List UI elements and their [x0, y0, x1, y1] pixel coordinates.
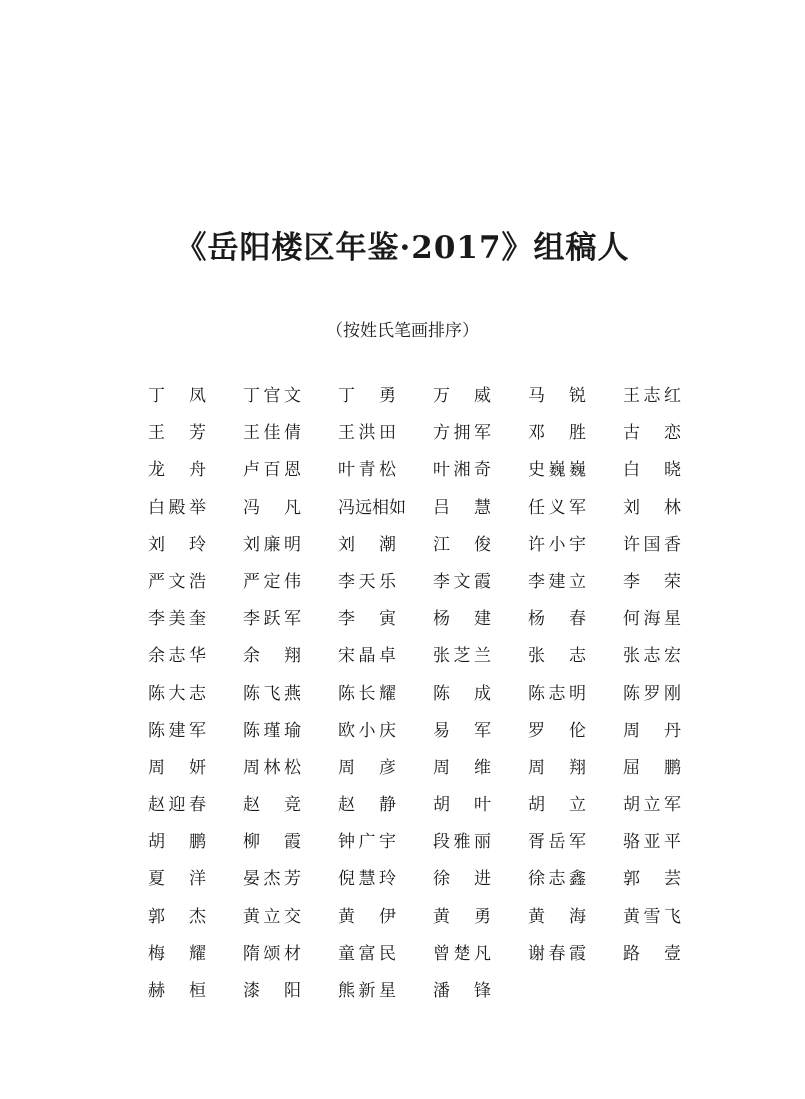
contributor-name: 许小宇: [528, 534, 586, 555]
contributor-name: 刘廉明: [243, 534, 301, 555]
contributor-name: 刘 潮: [338, 534, 396, 555]
contributor-name: 王志红: [623, 386, 681, 406]
contributor-name: 刘 林: [623, 497, 681, 518]
contributor-name: 黄雪飞: [623, 906, 681, 927]
contributor-name: 何海星: [623, 609, 681, 630]
contributor-name: 罗 伦: [528, 720, 586, 741]
contributor-name: 夏 洋: [148, 869, 206, 890]
contributor-name: 赵 竞: [243, 795, 301, 816]
contributor-name: 梅 耀: [148, 943, 206, 964]
contributor-name: 冯 凡: [243, 497, 301, 518]
contributor-name: 王洪田: [338, 423, 396, 444]
contributor-name: 王 芳: [148, 423, 206, 444]
contributor-name: 杨 建: [433, 609, 491, 630]
contributor-name: 徐 进: [433, 869, 491, 890]
contributor-name: 漆 阳: [243, 981, 301, 1001]
contributor-name: 陈罗刚: [623, 683, 681, 704]
contributor-name: 周 彦: [338, 757, 396, 778]
contributor-name: 周 翔: [528, 757, 586, 778]
contributor-list: [148, 381, 688, 1013]
contributor-name: 杨 春: [528, 609, 586, 630]
contributor-name: 陈建军: [148, 720, 206, 741]
contributor-name: 柳 霞: [243, 832, 301, 853]
contributor-name: 熊新星: [338, 981, 396, 1001]
contributor-name: 谢春霞: [528, 943, 586, 964]
contributor-name: 古 恋: [623, 423, 681, 444]
contributor-name: 屈 鹏: [623, 757, 681, 778]
contributor-name: 白殿举: [148, 497, 206, 518]
contributor-name: 张志宏: [623, 646, 681, 667]
contributor-name: 陈瑾瑜: [243, 720, 301, 741]
contributor-name: 丁 勇: [338, 386, 396, 406]
contributor-name: 易 军: [433, 720, 491, 741]
contributor-name: 陈飞燕: [243, 683, 301, 704]
contributor-name: 周 妍: [148, 757, 206, 778]
contributor-name: 钟广宇: [338, 832, 396, 853]
contributor-name: 段雅丽: [433, 832, 491, 853]
contributor-name: 叶青松: [338, 460, 396, 481]
contributor-name: 黄立交: [243, 906, 301, 927]
contributor-name: 周 维: [433, 757, 491, 778]
contributor-name: 史巍巍: [528, 460, 586, 481]
contributor-name: 严文浩: [148, 571, 206, 592]
contributor-name: 李天乐: [338, 571, 396, 592]
contributor-name: 周 丹: [623, 720, 681, 741]
contributor-name: 赵 静: [338, 795, 396, 816]
contributor-name: 潘 锋: [433, 981, 491, 1001]
contributor-name: 胡 鹏: [148, 832, 206, 853]
contributor-name: 黄 伊: [338, 906, 396, 927]
contributor-name: 许国香: [623, 534, 681, 555]
contributor-name: 邓 胜: [528, 423, 586, 444]
contributor-name: 宋晶卓: [338, 646, 396, 667]
contributor-name: 丁官文: [243, 386, 301, 406]
contributor-name: 张 志: [528, 646, 586, 667]
contributor-name: 黄 海: [528, 906, 586, 927]
contributor-name: 黄 勇: [433, 906, 491, 927]
contributor-name: 丁 凤: [148, 386, 206, 406]
page-subtitle: （按姓氏笔画排序）: [326, 321, 479, 341]
contributor-name: 曾楚凡: [433, 943, 491, 964]
contributor-name: 江 俊: [433, 534, 491, 555]
contributor-name: 赵迎春: [148, 795, 206, 816]
page-title: 《岳阳楼区年鉴·2017》组稿人: [175, 230, 630, 266]
contributor-name: 郭 杰: [148, 906, 206, 927]
contributor-name: 郭 芸: [623, 869, 681, 890]
contributor-name: 任义军: [528, 497, 586, 518]
contributor-name: 李建立: [528, 571, 586, 592]
contributor-name: 万 威: [433, 386, 491, 406]
contributor-name: 白 晓: [623, 460, 681, 481]
contributor-name: 余 翔: [243, 646, 301, 667]
contributor-name: 余志华: [148, 646, 206, 667]
contributor-name: 张芝兰: [433, 646, 491, 667]
contributor-name: 路 壹: [623, 943, 681, 964]
contributor-name: 马 锐: [528, 386, 586, 406]
contributor-name: 方拥军: [433, 423, 491, 444]
contributor-name: 徐志鑫: [528, 869, 586, 890]
contributor-name: 隋颂材: [243, 943, 301, 964]
contributor-name: 李美奎: [148, 609, 206, 630]
contributor-name: 李 荣: [623, 571, 681, 592]
contributor-name: 冯远相如: [338, 497, 406, 518]
contributor-name: 刘 玲: [148, 534, 206, 555]
contributor-name: 胥岳军: [528, 832, 586, 853]
contributor-name: 胡 立: [528, 795, 586, 816]
contributor-name: 龙 舟: [148, 460, 206, 481]
contributor-name: 骆亚平: [623, 832, 681, 853]
contributor-name: 胡立军: [623, 795, 681, 816]
contributor-name: 童富民: [338, 943, 396, 964]
contributor-name: 陈长耀: [338, 683, 396, 704]
contributor-name: 晏杰芳: [243, 869, 301, 890]
contributor-name: 叶湘奇: [433, 460, 491, 481]
contributor-name: 胡 叶: [433, 795, 491, 816]
contributor-name: 周林松: [243, 757, 301, 778]
contributor-name: 王佳倩: [243, 423, 301, 444]
contributor-name: 陈志明: [528, 683, 586, 704]
contributor-name: 李跃军: [243, 609, 301, 630]
contributor-name: 欧小庆: [338, 720, 396, 741]
contributor-name: 赫 桓: [148, 981, 206, 1001]
contributor-name: 陈 成: [433, 683, 491, 704]
contributor-name: 严定伟: [243, 571, 301, 592]
contributor-name: 李 寅: [338, 609, 396, 630]
contributor-name: 倪慧玲: [338, 869, 396, 890]
contributor-name: 李文霞: [433, 571, 491, 592]
contributor-name: 吕 慧: [433, 497, 491, 518]
contributor-name: 陈大志: [148, 683, 206, 704]
contributor-name: 卢百恩: [243, 460, 301, 481]
